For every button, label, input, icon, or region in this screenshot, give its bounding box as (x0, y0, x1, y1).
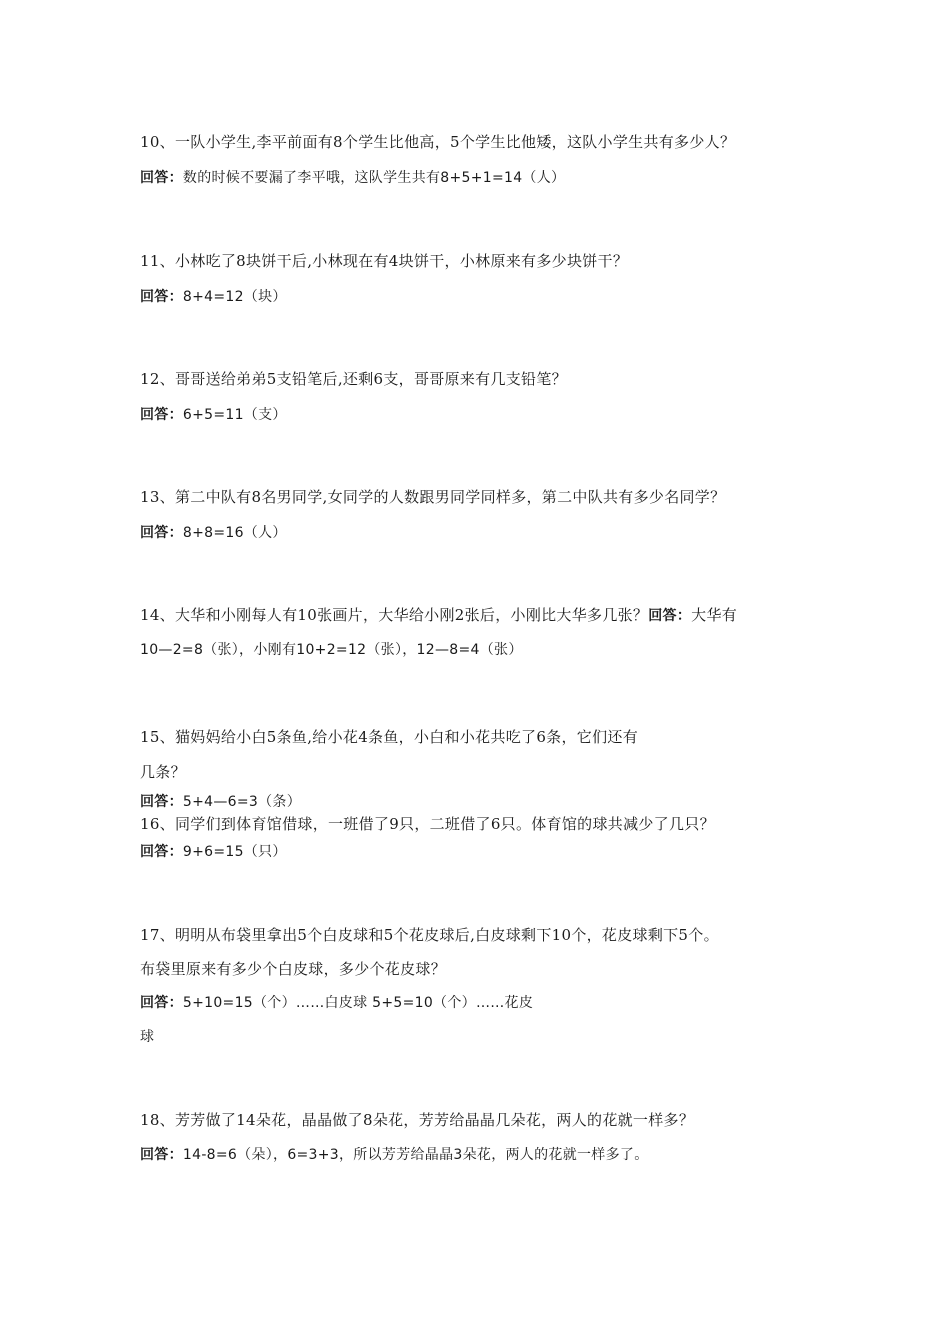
question-10-line-1: 10、一队小学生,李平前面有8个学生比他高，5个学生比他矮，这队小学生共有多少人？ (140, 133, 736, 151)
answer-text: 5+10=15（个）……白皮球 5+5=10（个）……花皮 (182, 995, 534, 1011)
answer-11-line-1 (140, 287, 287, 307)
question-11-line-1: 11、小林吃了8块饼干后,小林现在有4块饼干，小林原来有多少块饼干？ (140, 252, 629, 270)
answer-label: 回答： (140, 1147, 183, 1163)
answer-12-line-1 (140, 405, 287, 425)
answer-10-line-1 (140, 168, 565, 188)
answer-label: 回答： (140, 995, 183, 1011)
answer-18-line-1 (140, 1145, 649, 1165)
question-14-line-1 (140, 605, 737, 626)
answer-14-line-2: 10—2=8（张），小刚有10+2=12（张），12—8=4（张） (140, 642, 523, 658)
answer-label: 回答： (140, 407, 183, 423)
answer-16-line-1 (140, 842, 287, 862)
answer-text: 5+4—6=3（条） (182, 794, 301, 810)
question-17-line-1: 17、明明从布袋里拿出5个白皮球和5个花皮球后,白皮球剩下10个，花皮球剩下5个。 (140, 926, 719, 944)
answer-label: 回答： (140, 525, 183, 541)
answer-text: 8+4=12（块） (182, 289, 287, 305)
question-13-line-1: 13、第二中队有8名男同学,女同学的人数跟男同学同样多，第二中队共有多少名同学？ (140, 488, 726, 506)
question-15-line-1: 15、猫妈妈给小白5条鱼,给小花4条鱼，小白和小花共吃了6条，它们还有 (140, 728, 638, 746)
answer-text: 数的时候不要漏了李平哦，这队学生共有8+5+1=14（人） (182, 170, 566, 186)
question-16-line-1: 16、同学们到体育馆借球，一班借了9只，二班借了6只。体育馆的球共减少了几只？ (140, 815, 715, 833)
answer-label: 回答： (648, 608, 692, 624)
answer-label: 回答： (140, 844, 183, 860)
answer-label: 回答： (140, 794, 183, 810)
answer-17-line-1 (140, 993, 533, 1013)
answer-17-line-2: 球 (140, 1029, 155, 1045)
answer-text: 大华有 (691, 606, 738, 624)
question-text: 14、大华和小刚每人有10张画片，大华给小刚2张后，小刚比大华多几张？ (140, 606, 649, 624)
answer-text: 9+6=15（只） (182, 844, 287, 860)
question-15-line-2: 几条？ (140, 763, 186, 781)
answer-15-line-1 (140, 792, 301, 812)
answer-label: 回答： (140, 289, 183, 305)
question-18-line-1: 18、芳芳做了14朵花，晶晶做了8朵花，芳芳给晶晶几朵花，两人的花就一样多？ (140, 1111, 695, 1129)
question-12-line-1: 12、哥哥送给弟弟5支铅笔后,还剩6支，哥哥原来有几支铅笔？ (140, 370, 567, 388)
answer-label: 回答： (140, 170, 183, 186)
question-17-line-2: 布袋里原来有多少个白皮球，多少个花皮球？ (140, 960, 447, 978)
answer-text: 14-8=6（朵），6=3+3，所以芳芳给晶晶3朵花，两人的花就一样多了。 (182, 1147, 649, 1163)
answer-text: 8+8=16（人） (182, 525, 287, 541)
answer-text: 6+5=11（支） (182, 407, 287, 423)
answer-13-line-1 (140, 523, 287, 543)
